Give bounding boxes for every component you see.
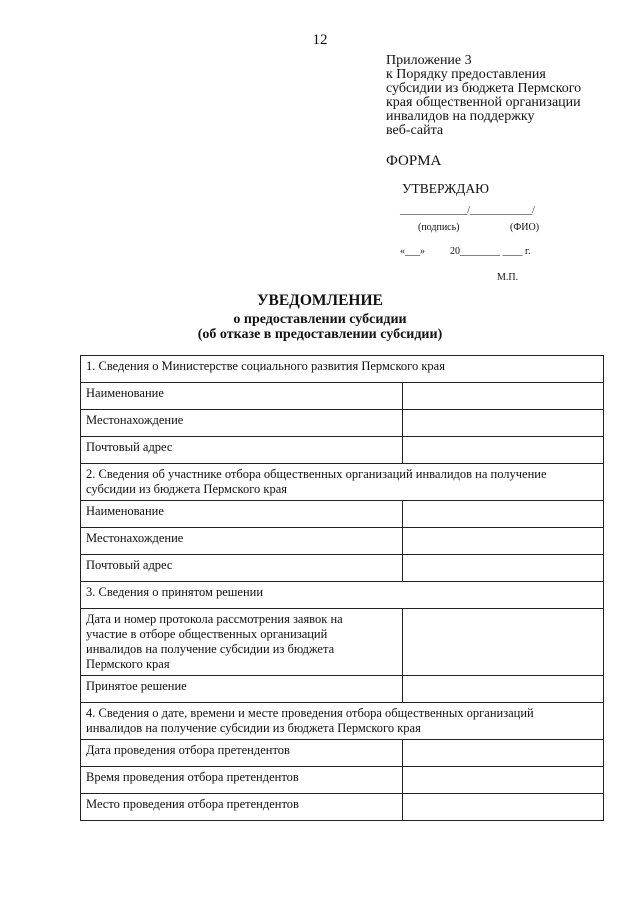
appendix-line: Приложение 3: [386, 53, 472, 68]
field-value[interactable]: [403, 740, 604, 767]
field-value[interactable]: [403, 555, 604, 582]
document-subtitle-alt: (об отказе в предоставлении субсидии): [197, 327, 443, 342]
appendix-line: веб-сайта: [386, 123, 444, 138]
section-row: [81, 356, 604, 383]
field-label: Место проведения отбора претендентов: [81, 794, 403, 821]
field-label: Дата и номер протокола рассмотрения заявок на участие в отборе общественных организаций инвалидов на получение субсидии из бюджета Пермского края: [81, 609, 403, 676]
field-value[interactable]: [403, 383, 604, 410]
field-value[interactable]: [403, 794, 604, 821]
table-row: [81, 555, 604, 582]
name-caption: (ФИО): [510, 222, 540, 233]
field-value[interactable]: [403, 767, 604, 794]
stamp-place: М.П.: [497, 272, 519, 283]
table-row: [81, 437, 604, 464]
appendix-reference: [386, 54, 626, 138]
signature-line: ______________/_____________/: [400, 205, 535, 216]
table-row: [81, 676, 604, 703]
field-label: Местонахождение: [81, 410, 403, 437]
section-row: [81, 582, 604, 609]
table-row: [81, 383, 604, 410]
section-heading: 2. Сведения об участнике отбора общественных организаций инвалидов на получение субсидии из бюджета Пермского края: [81, 464, 604, 501]
field-value[interactable]: [403, 676, 604, 703]
appendix-line: края общественной организации: [386, 95, 581, 110]
field-label: Почтовый адрес: [81, 555, 403, 582]
table-row: [81, 528, 604, 555]
field-label: Наименование: [81, 501, 403, 528]
field-label: Дата проведения отбора претендентов: [81, 740, 403, 767]
date-line: «___» 20________ ____ г.: [400, 246, 531, 257]
field-label: Время проведения отбора претендентов: [81, 767, 403, 794]
field-value[interactable]: [403, 410, 604, 437]
table-row: [81, 794, 604, 821]
field-label: Местонахождение: [81, 528, 403, 555]
section-row: [81, 703, 604, 740]
appendix-line: субсидии из бюджета Пермского: [386, 81, 582, 96]
section-row: [81, 464, 604, 501]
signature-captions: [418, 222, 539, 233]
section-heading: 1. Сведения о Министерстве социального развития Пермского края: [81, 356, 604, 383]
field-value[interactable]: [403, 501, 604, 528]
field-value[interactable]: [403, 528, 604, 555]
page-number: 12: [312, 32, 328, 48]
signature-caption: (подпись): [418, 222, 460, 233]
field-label: Наименование: [81, 383, 403, 410]
appendix-line: к Порядку предоставления: [386, 67, 546, 82]
table-row: [81, 410, 604, 437]
notification-table: [80, 355, 604, 821]
section-heading: 4. Сведения о дате, времени и месте проведения отбора общественных организаций инвалидов на получение субсидии из бюджета Пермского края: [81, 703, 604, 740]
field-value[interactable]: [403, 437, 604, 464]
table-row: [81, 501, 604, 528]
form-label: ФОРМА: [386, 153, 442, 169]
field-value[interactable]: [403, 609, 604, 676]
approve-text: УТВЕРЖДАЮ: [402, 181, 490, 196]
field-label: Почтовый адрес: [81, 437, 403, 464]
table-row: [81, 740, 604, 767]
document-subtitle: о предоставлении субсидии: [233, 312, 407, 327]
section-heading: 3. Сведения о принятом решении: [81, 582, 604, 609]
appendix-line: инвалидов на поддержку: [386, 109, 535, 124]
field-label: Принятое решение: [81, 676, 403, 703]
table-row: [81, 609, 604, 676]
table-row: [81, 767, 604, 794]
document-title: УВЕДОМЛЕНИЕ: [257, 292, 383, 309]
